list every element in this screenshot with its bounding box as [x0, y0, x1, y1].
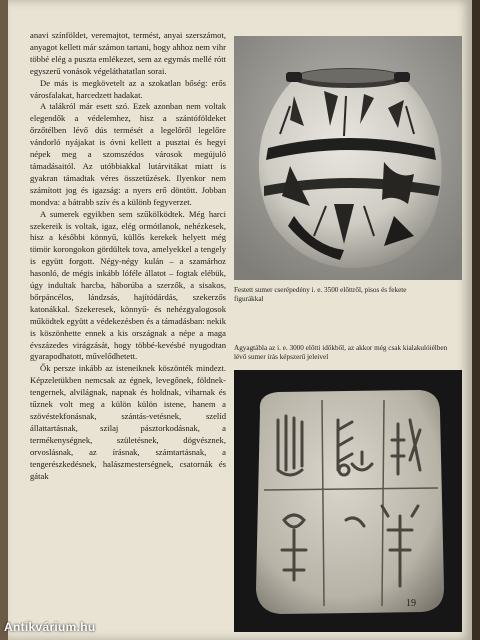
article-text [30, 30, 226, 482]
vase-photo [234, 36, 462, 280]
paragraph-3: A talákról már esett szó. Ezek azonban nem voltak elegendők a védelemhez, hisz a szántóföldeket őrzőtélben lévő dús termését a legelőről legelőre vándorló nyájakat is óvni kellett a pusztai és hegyi népek meg a szomszédos városok megújuló támadásaitól. Az utóbbiakkal lutárvitákat miatt is gyakran támadtak véres összetűzések. Ilyenkor nem számított jog és igazság: a nyers erő döntött. Jobban mondva: a bátrabb szív és a különb fegyverzet. [30, 101, 226, 207]
vase-illustration [234, 36, 462, 280]
book-page [8, 0, 472, 640]
tablet-photo [234, 370, 462, 632]
tablet-illustration [234, 370, 462, 632]
paragraph-4: A sumerek egyikben sem szűkölködtek. Még harci szekereik is voltak, igaz, elég ormótlanok, nehézkesek, hisz a későbbi könnyű, küllős kerekek helyett még tömör korongokon gördültek tova, amelyekkel a tengely is együtt forgott. Négy-négy kulán – a szamárhoz hasonló, de mégis inkább lóféle állatot – fogtak elébük, úgy indultak harcba, háborúba a szerzők, a sisakos, bőrpáncélos, lándzsás, hajítódárdás, szekerzős katonákkal. Szekeresek, könnyű- és nehézgyalogosok működtek együtt a védekezésben és a támadásban: nekik is köszönhette ennek a kis országnak a népe a maga évszázedes virágzását, hogy többé-kevésbé nyugodtan gyarapodhatott, művelődhetett. [30, 208, 226, 362]
paragraph-1: anavi színföldet, veremajtot, termést, anyai szerszámot, anyagot kellett már számon tartani, hogy ahhoz nem vihr többé elég a puszta emlékezet, sem az egymás mellé rótt egyszerű vonások végeláthatatlan sorai. [30, 30, 226, 76]
page-number: 19 [406, 598, 416, 609]
watermark: Antikvárium.hu [4, 620, 96, 634]
paragraph-5: Ők persze inkább az isteneiknek köszönték mindezt. Képzeletükben nemcsak az égnek, levegőnek, földnek-tengernek, alvilágnak, napnak és holdnak, viharnak és tűznek volt meg a külön külön istene, hanem a szövéstekfonásnak, szántás-vetésnek, szelíd állattartásnak, szilaj pásztorkodásnak, a termékenységnek, születésnek, dögvésznek, orvoslásnak, az írásnak, számtartásnak, a tengerészkedésnek, halászmesterségnek, csatornák és gátak [30, 363, 226, 481]
tablet-caption: Agyagtábla az i. e. 3000 előtti időkből, az akkor még csak kialakulóiélben lévő sumer írás képszerű jeleivel [234, 344, 448, 362]
book-spine [472, 0, 480, 640]
vase-caption: Festett sumer cserépedény i. e. 3500 előttről, pisos és fekete figurákkal [234, 286, 407, 304]
paragraph-2: De más is megkövetelt az a szokatlan bőség: erős városfalakat, harcedzett hadakat. [30, 77, 226, 100]
